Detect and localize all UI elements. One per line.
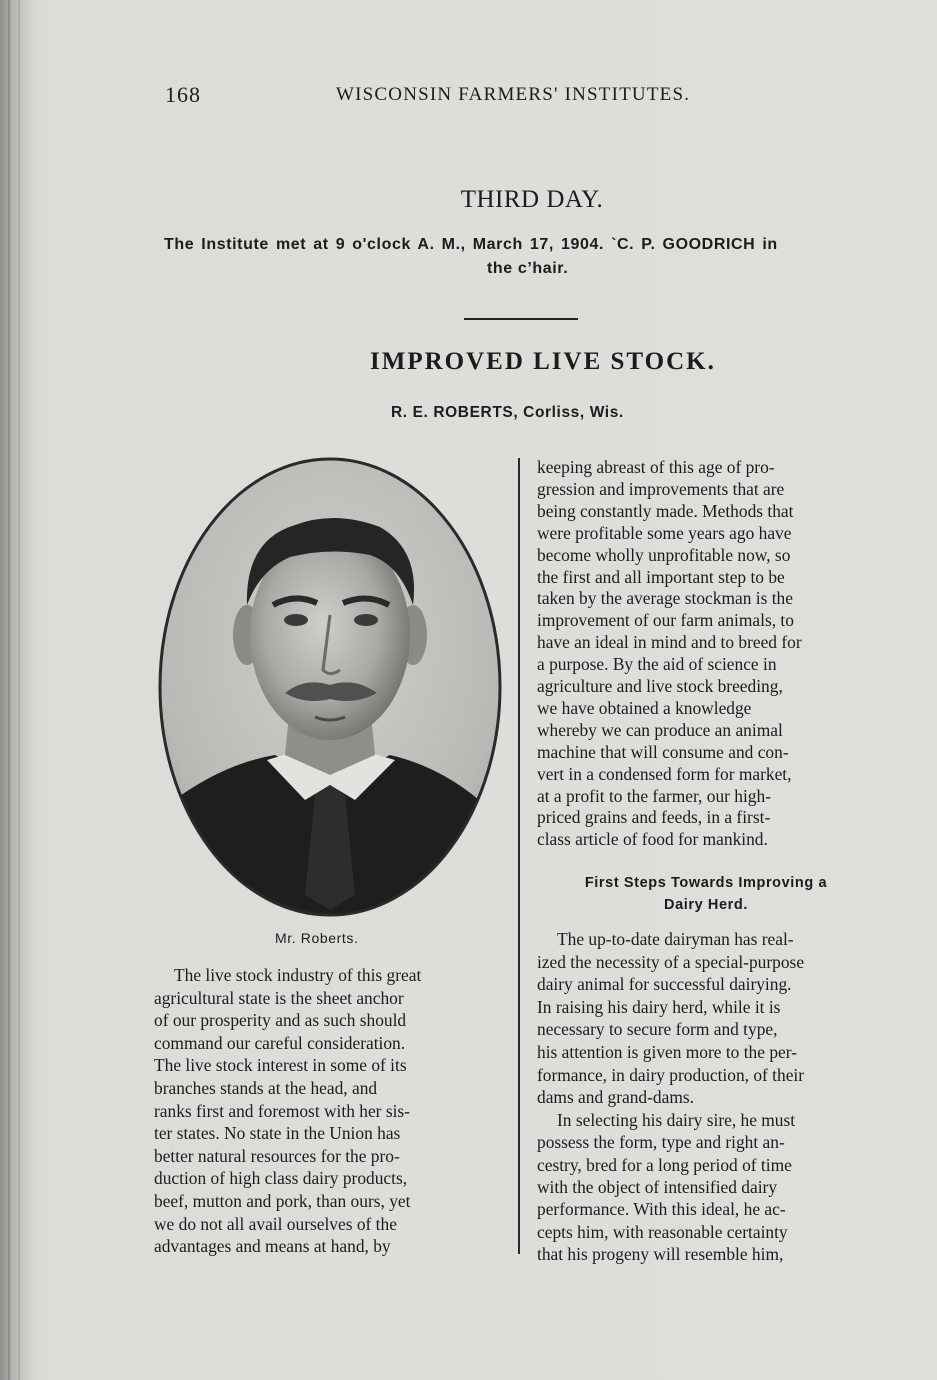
text-line: his attention is given more to the per- <box>537 1042 797 1062</box>
text-line: keeping abreast of this age of pro- <box>537 457 775 477</box>
text-line: agriculture and live stock breeding, <box>537 676 783 696</box>
text-line: formance, in dairy production, of their <box>537 1064 805 1085</box>
text-line: In selecting his dairy sire, he must <box>557 1110 796 1130</box>
text-line: priced grains and feeds, in a first- <box>537 807 771 828</box>
column-rule <box>518 458 520 1254</box>
text-line: whereby we can produce an animal <box>537 719 783 740</box>
portrait-caption: Mr. Roberts. <box>275 930 359 946</box>
text-line: dairy animal for successful dairying. <box>537 974 792 995</box>
text-line: with the object of intensified dairy <box>537 1176 778 1197</box>
text-line: better natural resources for the pro- <box>154 1145 400 1166</box>
text-line: class article of food for mankind. <box>537 829 768 850</box>
text-line: cestry, bred for a long period of time <box>537 1154 792 1175</box>
article-title: IMPROVED LIVE STOCK. <box>370 348 716 375</box>
text-line: ized the necessity of a special-purpose <box>537 951 805 972</box>
text-line: duction of high class dairy products, <box>154 1168 408 1189</box>
text-line: being constantly made. Methods that <box>537 500 794 521</box>
text-line: a purpose. By the aid of science in <box>537 654 777 675</box>
text-line: beef, mutton and pork, than ours, yet <box>154 1191 411 1211</box>
text-line: The live stock interest in some of its <box>154 1055 407 1076</box>
text-line: branches stands at the head, and <box>154 1078 378 1098</box>
text-line: have an ideal in mind and to breed for <box>537 632 802 653</box>
page-number: 168 <box>165 82 201 107</box>
section-title: THIRD DAY. <box>460 186 604 213</box>
text-line: the first and all important step to be <box>537 566 785 587</box>
text-line: improvement of our farm animals, to <box>537 610 794 631</box>
text-line: taken by the average stockman is the <box>537 588 793 609</box>
text-line: become wholly unprofitable now, so <box>537 544 791 565</box>
text-line: of our prosperity and as such should <box>154 1010 407 1031</box>
portrait-photo <box>155 455 505 920</box>
text-line: In raising his dairy herd, while it is <box>537 996 781 1017</box>
text-line: vert in a condensed form for market, <box>537 763 792 784</box>
text-line: advantages and means at hand, by <box>154 1236 391 1257</box>
text-line: The up-to-date dairyman has real- <box>557 929 794 949</box>
text-line: that his progeny will resemble him, <box>537 1243 784 1264</box>
text-line: we do not all avail ourselves of the <box>154 1213 397 1234</box>
text-line: dams and grand-dams. <box>537 1087 694 1108</box>
text-line: at a profit to the farmer, our high- <box>537 785 771 806</box>
text-line: necessary to secure form and type, <box>537 1019 778 1040</box>
text-line: ter states. No state in the Union has <box>154 1123 401 1144</box>
text-line: ranks first and foremost with her sis- <box>154 1100 410 1121</box>
subhead: First Steps Towards Improving a <box>584 875 828 891</box>
section-divider <box>464 318 578 320</box>
subhead: Dairy Herd. <box>664 897 748 913</box>
text-line: The live stock industry of this great <box>174 965 422 985</box>
text-line: we have obtained a knowledge <box>537 697 752 718</box>
meeting-note-line: The Institute met at 9 o'clock A. M., March 17, 1904. `C. P. GOODRICH in <box>164 236 778 253</box>
text-line: cepts him, with reasonable certainty <box>537 1221 788 1242</box>
meeting-note-line: the c’hair. <box>487 260 569 277</box>
text-line: performance. With this ideal, he ac- <box>537 1199 786 1220</box>
text-line: command our careful consideration. <box>154 1032 406 1053</box>
running-head: WISCONSIN FARMERS' INSTITUTES. <box>336 84 691 105</box>
text-line: agricultural state is the sheet anchor <box>154 987 404 1008</box>
text-line: machine that will consume and con- <box>537 741 789 762</box>
text-line: gression and improvements that are <box>537 478 785 499</box>
article-byline: R. E. ROBERTS, Corliss, Wis. <box>391 404 624 421</box>
text-line: were profitable some years ago have <box>537 522 792 543</box>
text-line: possess the form, type and right an- <box>537 1132 785 1153</box>
